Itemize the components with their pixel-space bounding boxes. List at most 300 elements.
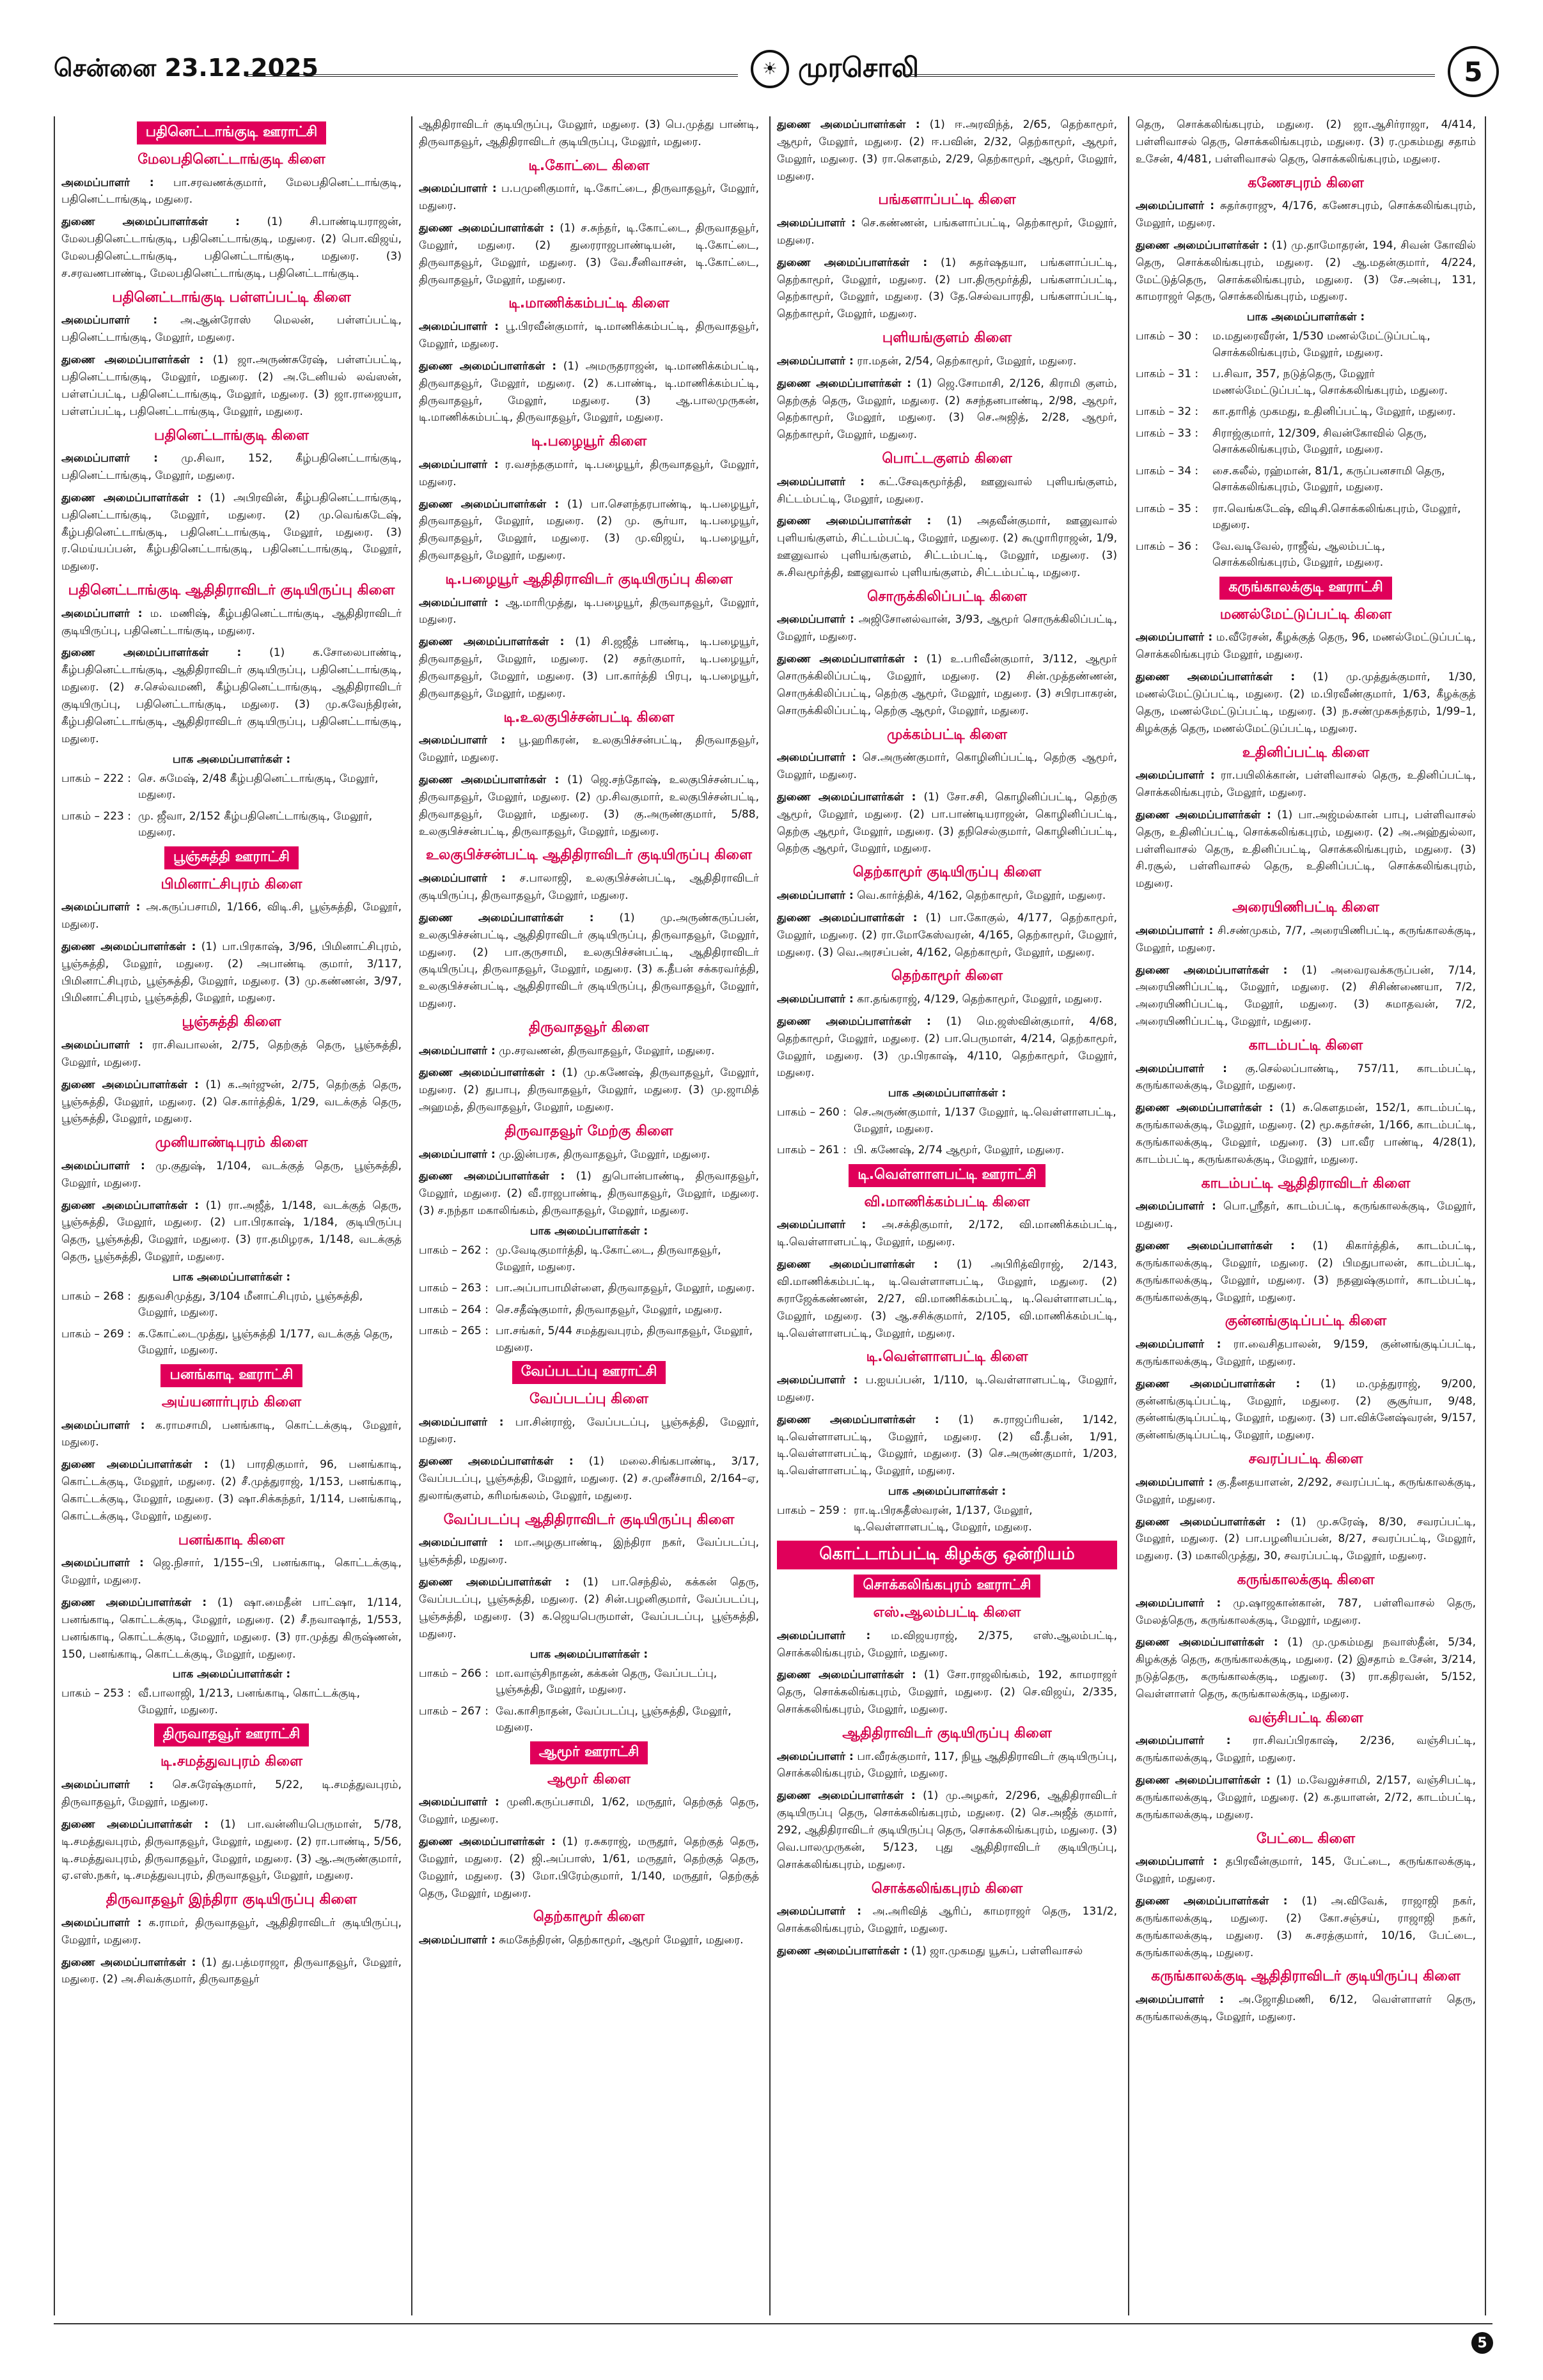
entry-label: துணை அமைப்பாளர்கள் : — [777, 1668, 916, 1682]
entry-text: (1) சி.பாண்டியராஜன், மேலபதினெட்டாங்குடி, பதினெட்டாங்குடி, மதுரை. (2) பொ.விஜய், மேலபதினெட்டாங்குடி, பதினெட்டாங்குடி, மதுரை. (3) ச.சரவணபாண்டி, மேலபதினெட்டாங்குடி, பதினெட்டாங்குடி. — [61, 215, 402, 280]
organizer-entry — [61, 1555, 402, 1589]
deputy-organizers-entry — [419, 358, 759, 426]
branch-heading: காடம்பட்டி கிளை — [1248, 1037, 1363, 1054]
entry-text: ச.பாலாஜி, உலகுபிச்சன்பட்டி, ஆதிதிராவிடர் குடியிருப்பு, திருவாதவூர், மேலூர், மதுரை. — [419, 872, 759, 902]
union-heading — [61, 846, 402, 869]
organizer-entry — [61, 899, 402, 933]
deputy-organizers-entry — [61, 1594, 402, 1663]
entry-label: அமைப்பாளர் : — [61, 1557, 144, 1570]
entry-text: ம.விஜயராஜ், 2/375, எஸ்.ஆலம்பட்டி, சொக்கலிங்கபுரம், மேலூர், மதுரை. — [777, 1629, 1117, 1660]
part-number: பாகம் – 30 : — [1136, 330, 1199, 343]
deputy-organizers-entry — [1136, 1238, 1476, 1306]
masthead — [54, 50, 1492, 101]
branch-heading: முனியாண்டிபுரம் கிளை — [155, 1135, 308, 1151]
part-organizer-row — [777, 1503, 1117, 1536]
entry-text: சுமகேந்திரன், தெற்காமூர், ஆமூர் மேலூர், மதுரை. — [499, 1933, 744, 1947]
entry-label: அமைப்பாளர் : — [1136, 199, 1215, 213]
deputy-organizers-entry — [1136, 1376, 1476, 1444]
part-organizer-name: செ.அருண்குமார், 1/137 மேலூர், டி.வெள்ளாளபட்டி, மேலூர், மதுரை. — [854, 1106, 1116, 1135]
part-number: பாகம் – 222 : — [61, 772, 131, 785]
branch-heading: பதினெட்டாங்குடி கிளை — [154, 427, 309, 444]
entry-text: அ.ஆன்ரோஸ் மெலன், பள்ளப்பட்டி, பதினெட்டாங்குடி, மேலூர், மதுரை. — [61, 314, 402, 345]
entry-label: துணை அமைப்பாளர்கள் : — [1136, 963, 1288, 977]
branch-heading: தெற்காமூர் கிளை — [533, 1909, 645, 1925]
branch-heading: அரையிணிபட்டி கிளை — [1232, 899, 1379, 916]
entry-text: (1) பா.செளந்தரபாண்டி, டி.பழையூர், திருவாதவூர், மேலூர், மதுரை. (2) மு. சூர்யா, டி.பழையூர், திருவாதவூர், மேலூர், மதுரை. (3) மு.விஜய், டி.பழையூர், திருவாதவூர், மேலூர், மதுரை. — [419, 497, 759, 563]
entry-text: ரா.சிவப்பிரகாஷ், 2/236, வஞ்சிபட்டி, கருங்காலக்குடி, மேலூர், மதுரை. — [1136, 1734, 1476, 1765]
branch-heading: பதினெட்டாங்குடி பள்ளப்பட்டி கிளை — [112, 289, 351, 306]
entry-label: துணை அமைப்பாளர்கள் : — [61, 354, 204, 367]
union-heading — [61, 121, 402, 144]
entry-label: அமைப்பாளர் : — [777, 1218, 866, 1232]
branch-heading: கருங்காலக்குடி ஆதிதிராவிடர் குடியிருப்பு கிளை — [1151, 1968, 1461, 1985]
branch-heading: பிமினாட்சிபுரம் கிளை — [161, 876, 302, 892]
deputy-organizers-entry — [419, 634, 759, 702]
entry-label: அமைப்பாளர் : — [61, 607, 143, 620]
entry-label: அமைப்பாளர் : — [61, 1159, 145, 1172]
organizer-entry — [777, 991, 1117, 1008]
branch-heading: வஞ்சிபட்டி கிளை — [1248, 1709, 1363, 1726]
organizer-entry — [61, 1915, 402, 1949]
entry-label: துணை அமைப்பாளர்கள் : — [61, 646, 242, 660]
deputy-organizers-entry — [419, 910, 759, 1013]
entry-label: துணை அமைப்பாளர்கள் : — [419, 222, 554, 235]
organizer-entry — [1136, 1061, 1476, 1095]
masthead-rule-right — [904, 74, 1435, 77]
part-number: பாகம் – 262 : — [419, 1244, 489, 1257]
deputy-organizers-entry — [1136, 1634, 1476, 1702]
entry-text: ரா.பயிலிக்கான், பள்ளிவாசல் தெரு, உதினிப்பட்டி, சொக்கலிங்கபுரம், மேலூர், மதுரை. — [1136, 769, 1476, 800]
part-number: பாகம் – 223 : — [61, 809, 131, 823]
entry-label: அமைப்பாளர் : — [419, 1044, 496, 1057]
rising-sun-logo-icon: ☀ — [751, 50, 789, 88]
entry-text: அஜிசோனல்வான், 3/93, ஆமூர் சொருக்கிலிப்பட்டி, மேலூர், மதுரை. — [777, 613, 1117, 644]
organizer-entry — [419, 595, 759, 629]
column-4 — [1136, 116, 1476, 2315]
deputy-organizers-entry — [419, 1574, 759, 1642]
part-organizer-row — [1136, 329, 1476, 361]
entry-label: துணை அமைப்பாளர்கள் : — [1136, 1101, 1274, 1115]
organizer-entry — [1136, 1198, 1476, 1233]
deputy-organizers-entry — [777, 116, 1117, 185]
part-organizer-name: ரா.வெங்கடேஷ், விடிசி.சொக்கலிங்கபுரம், மேலூர், மதுரை. — [1212, 502, 1461, 532]
entry-label: அமைப்பாளர் : — [777, 1905, 862, 1918]
entry-text: முனி.கருப்பசாமி, 1/62, மருதூர், தெற்குத் தெரு, மேலூர், மதுரை. — [419, 1796, 759, 1826]
entry-label: துணை அமைப்பாளர்கள் : — [777, 118, 920, 131]
organizer-entry — [419, 180, 759, 215]
entry-text: (1) ஈ.அரவிந்த், 2/65, தெற்காமூர், ஆமூர், மேலூர், மதுரை. (2) ஈ.பவின், 2/32, தெற்காமூர், ஆமூர், மேலூர், மதுரை. (3) ரா.கௌதம், 2/29, தெற்காமூர், ஆமூர், மேலூர், மதுரை. — [777, 118, 1117, 183]
part-organizer-row — [777, 1142, 1117, 1159]
deputy-organizers-entry — [777, 1412, 1117, 1480]
organizer-entry — [1136, 767, 1476, 802]
branch-heading: ஆதிதிராவிடர் குடியிருப்பு கிளை — [842, 1725, 1052, 1741]
entry-text: (1) அமருதராஜன், டி.மாணிக்கம்பட்டி, திருவாதவூர், மேலூர், மதுரை. (2) க.பாண்டி, டி.மாணிக்கம்பட்டி, திருவாதவூர், மேலூர், மதுரை. (3) ஆ.பாலமுருகன், டி.மாணிக்கம்பட்டி, திருவாதவூர், மேலூர், மதுரை. — [419, 359, 759, 424]
entry-text: (1) கிகார்த்திக், காடம்பட்டி, கருங்காலக்குடி, மேலூர், மதுரை. (2) பிமதுபாலன், காடம்பட்டி, கருங்காலக்குடி, மேலூர், மதுரை. (3) நதனுஷ்குமார், காடம்பட்டி, கருங்காலக்குடி, மேலூர், மதுரை. — [1136, 1240, 1476, 1304]
organizer-entry — [61, 605, 402, 640]
entry-text: (1) மெ.ஜஸ்வின்குமார், 4/68, தெற்காமூர், மேலூர், மதுரை. (2) பா.பெருமாள், 4/214, தெற்காமூர், மேலூர், மதுரை. (3) மு.பிரகாஷ், 4/110, தெற்காமூர், மேலூர், மதுரை. — [777, 1015, 1117, 1080]
deputy-organizers-entry — [777, 254, 1117, 323]
deputy-organizers-entry — [1136, 1100, 1476, 1168]
dateline: சென்னை 23.12.2025 — [54, 54, 318, 82]
entry-label: துணை அமைப்பாளர்கள் : — [61, 940, 196, 953]
entry-label: அமைப்பாளர் : — [61, 314, 158, 327]
entry-label: துணை அமைப்பாளர்கள் : — [1136, 1774, 1271, 1787]
entry-label: துணை அமைப்பாளர்கள் : — [1136, 238, 1268, 252]
part-organizer-name: சிராஜ்குமார், 12/309, சிவன்கோவில் தெரு, சொக்கலிங்கபுரம், மேலூர், மதுரை. — [1212, 426, 1427, 456]
entry-text: (1) பாரதிகுமார், 96, பனங்காடி, கொட்டக்குடி, மேலூர், மதுரை. (2) சீ.முத்துராஜ், 1/153, பனங்காடி, கொட்டக்குடி, மேலூர், மதுரை. (3) ஷா.சிக்கந்தர், 1/114, பனங்காடி, கொட்டக்குடி, மேலூர், மதுரை. — [61, 1458, 402, 1523]
entry-label: துணை அமைப்பாளர்கள் : — [1136, 1895, 1288, 1908]
organizer-entry — [1136, 922, 1476, 957]
entry-label: துணை அமைப்பாளர்கள் : — [419, 635, 565, 649]
entry-text: (1) மு.கணேஷ், திருவாதவூர், மேலூர், மதுரை. (2) துபாபு, திருவாதவூர், மேலூர், மதுரை. (3) மு.ஜாமித் அஹமத், திருவாதவூர், மேலூர், மதுரை. — [419, 1066, 759, 1114]
entry-label: அமைப்பாளர் : — [419, 1147, 496, 1161]
part-organizer-name: ம.மதுரைவீரன், 1/530 மணல்மேட்டுப்பட்டி, சொக்கலிங்கபுரம், மேலூர், மதுரை. — [1212, 330, 1430, 359]
entry-text: (1) அவைரவக்கருப்பன், 7/14, அரையிணிப்பட்டி, மேலூர், மதுரை. (2) சிசிண்ணையா, 7/2, அரையிணிப்பட்டி, மேலூர், மதுரை. (3) சுமாதவன், 7/2, அரையிணிப்பட்டி, மேலூர், மதுரை. — [1136, 963, 1476, 1029]
organizer-entry — [419, 1043, 759, 1060]
part-number: பாகம் – 267 : — [419, 1704, 489, 1718]
part-number: பாகம் – 33 : — [1136, 426, 1199, 440]
branch-heading: பங்களாப்பட்டி கிளை — [878, 192, 1016, 208]
entry-label: அமைப்பாளர் : — [1136, 631, 1213, 644]
part-organizer-row — [419, 1666, 759, 1699]
entry-label: அமைப்பாளர் : — [419, 596, 499, 609]
deputy-organizers-entry — [419, 496, 759, 564]
entry-label: அமைப்பாளர் : — [777, 613, 855, 626]
deputy-organizers-entry — [777, 651, 1117, 719]
branch-heading: பேட்டை கிளை — [1256, 1830, 1356, 1847]
entry-label: அமைப்பாளர் : — [1136, 769, 1215, 782]
deputy-organizers-entry — [777, 789, 1117, 857]
continued-text: தெரு, சொக்கலிங்கபுரம், மதுரை. (2) ஜா.ஆசிர்ராஜா, 4/414, பள்ளிவாசல் தெரு, சொக்கலிங்கபுரம், மதுரை. (3) ர.முகம்மது சதாம் உசேன், 4/481, பள்ளிவாசல் தெரு, சொக்கலிங்கபுரம், மதுரை. — [1136, 118, 1476, 166]
part-number: பாகம் – 268 : — [61, 1289, 131, 1303]
union-heading-label: திருவாதவூர் ஊராட்சி — [154, 1723, 309, 1746]
union-heading-label: பனங்காடி ஊராட்சி — [161, 1364, 302, 1387]
entry-text: ஆ.மாரிமுத்து, டி.பழையூர், திருவாதவூர், மேலூர், மதுரை. — [419, 596, 759, 626]
entry-label: துணை அமைப்பாளர்கள் : — [61, 1458, 208, 1472]
entry-label: அமைப்பாளர் : — [777, 1629, 871, 1642]
part-organizers-heading: பாக அமைப்பாளர்கள் : — [172, 752, 291, 766]
column-3 — [777, 116, 1117, 2315]
entry-text: வெ.கார்த்திக், 4/162, தெற்காமூர், மேலூர், மதுரை. — [857, 889, 1106, 902]
organizer-entry — [419, 1932, 759, 1949]
entry-label: துணை அமைப்பாளர்கள் : — [61, 491, 202, 504]
entry-text: கா.தங்கராஜ், 4/129, தெற்காமூர், மேலூர், மதுரை. — [857, 992, 1102, 1006]
entry-label: அமைப்பாளர் : — [1136, 1993, 1224, 2007]
organizer-entry — [777, 1903, 1117, 1938]
deputy-organizers-entry — [777, 513, 1117, 581]
branch-heading: புளியங்குளம் கிளை — [882, 330, 1012, 346]
organizer-entry — [419, 318, 759, 353]
entry-label: துணை அமைப்பாளர்கள் : — [777, 911, 918, 924]
branch-heading: வி.மாணிக்கம்பட்டி கிளை — [864, 1194, 1030, 1210]
deputy-organizers-entry — [61, 1197, 402, 1266]
organizer-entry — [777, 474, 1117, 508]
entry-text: (1) உ.பரிவீன்குமார், 3/112, ஆமூர் சொருக்கிலிப்பட்டி, மேலூர், மதுரை. (2) சின்.முத்தண்ணன், சொருக்கிலிப்பட்டி, தெற்கு ஆமூர், மேலூர், மதுரை. (3) சபிரபாகரன், சொருக்கிலிப்பட்டி, தெற்கு ஆமூர், மேலூர், மதுரை. — [777, 653, 1117, 717]
entry-label: அமைப்பாளர் : — [777, 751, 856, 765]
entry-text: ரா.வைசிதபாலன், 9/159, குன்னங்குடிப்பட்டி, கருங்காலக்குடி, மேலூர், மதுரை. — [1136, 1338, 1476, 1368]
union-heading-label: பூஞ்சுத்தி ஊராட்சி — [164, 846, 299, 869]
entry-text: (1) ம.வேலுச்சாமி, 2/157, வஞ்சிபட்டி, கருங்காலக்குடி, மேலூர், மதுரை. (2) க.தயாளன், 2/72, காடம்பட்டி, கருங்காலக்குடி, மதுரை. — [1136, 1774, 1476, 1821]
deputy-organizers-entry — [777, 1787, 1117, 1873]
entry-label: அமைப்பாளர் : — [777, 992, 854, 1006]
entry-text: அ.அரிவித் ஆரிப், காமராஜர் தெரு, 131/2, சொக்கலிங்கபுரம், மேலூர், மதுரை. — [777, 1905, 1117, 1936]
footer-page-number: 5 — [1471, 2332, 1493, 2354]
entry-text: (1) சுதர்ஷதயா, பங்களாப்பட்டி, தெற்காமூர், மேலூர், மதுரை. (2) பா.திருமூர்த்தி, பங்களாப்பட்டி, தெற்காமூர், மேலூர், மதுரை. (3) தே.செல்வபாரதி, பங்களாப்பட்டி, தெற்காமூர், மேலூர், மதுரை. — [777, 256, 1117, 321]
entry-text: (1) மு.அழகர், 2/296, ஆதிதிராவிடர் குடியிருப்பு தெரு, சொக்கலிங்கபுரம், மதுரை. (2) செ.அஜீத் குமார், 292, ஆதிதிராவிடர் குடியிருப்பு தெரு, சொக்கலிங்கபுரம், மதுரை. (3) வெ.பாலமுருகன், 5/123, புது ஆதிதிராவிடர் குடியிருப்பு, சொக்கலிங்கபுரம், மதுரை. — [777, 1789, 1117, 1871]
entry-label: துணை அமைப்பாளர்கள் : — [1136, 1377, 1301, 1390]
part-organizer-row — [1136, 366, 1476, 399]
organizer-entry — [1136, 1474, 1476, 1509]
entry-text: ப.பமுனிகுமார், டி.கோட்டை, திருவாதவூர், மேலூர், மதுரை. — [419, 182, 759, 213]
entry-text: (1) மு.முகம்மது நவாஸ்தீன், 5/34, கிழக்குத் தெரு, கருங்காலக்குடி, மதுரை. (2) இசதாம் உசேன், 3/214, நடுத்தெரு, கருங்காலக்குடி, மதுரை. (3) ரா.கதிரவன், 5/152, வெள்ளாளர் தெரு, கருங்காலக்குடி, மதுரை. — [1136, 1636, 1476, 1700]
branch-heading: சவரப்பட்டி கிளை — [1248, 1451, 1363, 1468]
masthead-rule-left — [246, 74, 738, 77]
entry-text: (1) ஜெ.சந்தோஷ், உலகுபிச்சன்பட்டி, திருவாதவூர், மேலூர், மதுரை. (2) மு.சிவகுமார், உலகுபிச்சன்பட்டி, திருவாதவூர், மேலூர், மதுரை. (3) கு.அருண்குமார், 5/88, உலகுபிச்சன்பட்டி, திருவாதவூர், மேலூர், மதுரை. — [419, 774, 759, 838]
part-organizers-heading: பாக அமைப்பாளர்கள் : — [172, 1668, 291, 1681]
branch-heading: சொக்கலிங்கபுரம் கிளை — [871, 1880, 1023, 1897]
union-heading — [61, 1723, 402, 1746]
union-heading-label: கருங்காலக்குடி ஊராட்சி — [1219, 577, 1392, 600]
entry-label: துணை அமைப்பாளர்கள் : — [777, 515, 932, 528]
organizer-entry — [1136, 1595, 1476, 1629]
entry-text: பொ.ஸ்ரீதர், காடம்பட்டி, கருங்காலக்குடி, மேலூர், மதுரை. — [1136, 1200, 1476, 1231]
part-number: பாகம் – 36 : — [1136, 540, 1199, 553]
organizer-entry — [1136, 1732, 1476, 1767]
part-organizer-name: பா.அப்பாபாமிள்ளை, திருவாதவூர், மேலூர், மதுரை. — [496, 1282, 755, 1295]
entry-label: துணை அமைப்பாளர்கள் : — [777, 256, 928, 269]
entry-label: அமைப்பாளர் : — [61, 901, 141, 914]
entry-label: அமைப்பாளர் : — [419, 1415, 504, 1429]
branch-heading: சொருக்கிலிப்பட்டி கிளை — [867, 588, 1027, 605]
part-organizers-heading: பாக அமைப்பாளர்கள் : — [529, 1225, 648, 1238]
entry-label: அமைப்பாளர் : — [777, 889, 854, 902]
column-2 — [419, 116, 759, 2315]
entry-text: அ.சக்திகுமார், 2/172, வி.மாணிக்கம்பட்டி, டி.வெள்ளாளபட்டி, மேலூர், மதுரை. — [777, 1218, 1117, 1249]
part-organizer-name: வே.வடிவேல், ராஜீவ், ஆலம்பட்டி, சொக்கலிங்கபுரம், மேலூர், மதுரை. — [1212, 540, 1386, 570]
entry-text: (1) அதவீன்குமார், ஊனுவால் புளியங்குளம், சிட்டம்பட்டி, மேலூர், மதுரை. (2) கூழுாரிராஜன், 1/9, ஊனுவால் புளியங்குளம், சிட்டம்பட்டி, மேலூர், மதுரை. (3) சு.சிவமூர்த்தி, ஊனுவால் புளியங்குளம், சிட்டம்பட்டி, மதுரை. — [777, 515, 1117, 579]
entry-text: பா.சின்ராஜ், வேப்படப்பு, பூஞ்சுத்தி, மேலூர், மதுரை. — [419, 1415, 759, 1446]
union-heading — [1136, 577, 1476, 600]
entry-label: துணை அமைப்பாளர்கள் : — [61, 1199, 200, 1212]
entry-text: பா.சரவணக்குமார், மேலபதினெட்டாங்குடி, பதினெட்டாங்குடி, மதுரை. — [61, 176, 402, 206]
part-organizer-name: பி. கணேஷ், 2/74 ஆமூர், மேலூர், மதுரை. — [854, 1144, 1065, 1157]
part-organizer-row — [61, 1326, 402, 1359]
column-divider — [411, 116, 412, 2315]
branch-heading: திருவாதவூர் கிளை — [529, 1019, 649, 1036]
branch-heading: டி.மாணிக்கம்பட்டி கிளை — [508, 295, 670, 312]
part-organizer-row — [419, 1323, 759, 1356]
union-heading-label: வேப்படப்பு ஊராட்சி — [512, 1361, 666, 1384]
part-organizer-row — [419, 1280, 759, 1297]
deputy-organizers-entry — [777, 375, 1117, 444]
part-organizers-heading: பாக அமைப்பாளர்கள் : — [1246, 311, 1365, 324]
entry-text: ரா.சிவபாலன், 2/75, தெற்குத் தெரு, பூஞ்சுத்தி, மேலூர், மதுரை. — [61, 1038, 402, 1069]
part-organizer-row — [419, 1243, 759, 1275]
part-organizer-row — [419, 1704, 759, 1736]
branch-heading: ஆமூர் கிளை — [547, 1771, 631, 1787]
entry-label: துணை அமைப்பாளர்கள் : — [419, 1835, 556, 1848]
entry-text: (1) மலை.சிங்கபாண்டி, 3/17, வேப்படப்பு, பூஞ்சுத்தி, மேலூர், மதுரை. (2) ச.முனீச்சாமி, 2/164–ஏ, துலாங்குளம், கரிமங்கலம், மேலூர், மதுரை. — [419, 1455, 759, 1503]
branch-heading: திருவாதவூர் மேற்கு கிளை — [505, 1123, 673, 1139]
entry-text: க.ராமர், திருவாதவூர், ஆதிதிராவிடர் குடியிருப்பு, மேலூர், மதுரை. — [61, 1916, 402, 1947]
organizer-entry — [777, 1628, 1117, 1662]
part-organizers-heading: பாக அமைப்பாளர்கள் : — [529, 1647, 648, 1661]
part-number: பாகம் – 259 : — [777, 1504, 847, 1518]
entry-text: (1) ஜா.அருண்சுரேஷ், பள்ளப்பட்டி, பதினெட்டாங்குடி, மேலூர், மதுரை. (2) அ.டேனியல் லவ்ஸன், பள்ளப்பட்டி, பதினெட்டாங்குடி, மேலூர், மதுரை. (3) ஜா.ராஜையா, பள்ளப்பட்டி, பதினெட்டாங்குடி, மேலூர், மதுரை. — [61, 354, 402, 418]
deputy-organizers-entry — [777, 1013, 1117, 1082]
union-heading — [419, 1741, 759, 1764]
branch-heading: தெற்காமூர் குடியிருப்பு கிளை — [852, 864, 1042, 881]
entry-text: மு.குதுஷ், 1/104, வடக்குத் தெரு, பூஞ்சுத்தி, மேலூர், மதுரை. — [61, 1159, 402, 1190]
entry-text: (1) ச.சுந்தர், டி.கோட்டை, திருவாதவூர், மேலூர், மதுரை. (2) துரைராஜபாண்டியன், டி.கோட்டை, திருவாதவூர், மேலூர், மதுரை. (3) வே.சீனிவாசன், டி.கோட்டை, திருவாதவூர், மேலூர், மதுரை. — [419, 222, 759, 286]
entry-text: (1) அ.விவேக், ராஜாஜி நகர், கருங்காலக்குடி, மதுரை. (2) கோ.சஞ்சய், ராஜாஜி நகர், கருங்காலக்குடி, மதுரை. (3) சு.சரத்குமார், 10/16, பேட்டை, கருங்காலக்குடி, மதுரை. — [1136, 1895, 1476, 1959]
organizer-entry — [61, 1037, 402, 1071]
entry-text: (1) பா.வன்னியபெருமாள், 5/78, டி.சமத்துவபுரம், திருவாதவூர், மேலூர், மதுரை. (2) ரா.பாண்டி, 5/56, டி.சமத்துவபுரம், திருவாதவூர், மேலூர், மதுரை. (3) ஆ.அருண்குமார், ஏ.எஸ்.நகர், டி.சமத்துவபுரம், திருவாதவூர், மேலூர், மதுரை. — [61, 1817, 402, 1883]
entry-text: (1) பா.பிரகாஷ், 3/96, பிமினாட்சிபுரம், பூஞ்சுத்தி, மேலூர், மதுரை. (2) அபாண்டி குமார், 3/117, பிமினாட்சிபுரம், பூஞ்சுத்தி, மேலூர், மதுரை. (3) மு.கண்ணன், 3/97, பிமினாட்சிபுரம், பூஞ்சுத்தி, மேலூர், மதுரை. — [61, 940, 402, 1005]
branch-heading: டி.கோட்டை கிளை — [528, 157, 650, 174]
part-organizer-name: சை.கலீல், ரஹ்மான், 81/1, கருப்பனசாமி தெரு, சொக்கலிங்கபுரம், மேலூர், மதுரை. — [1212, 464, 1445, 494]
part-organizer-name: பா.சங்கர், 5/44 சமத்துவபுரம், திருவாதவூர், மேலூர், மதுரை. — [496, 1325, 753, 1354]
entry-text: (1) து.பத்மராஜா, திருவாதவூர், மேலூர், மதுரை. (2) அ.சிவக்குமார், திருவாதவூர் — [61, 1956, 402, 1986]
part-organizer-name: வீ.பாலாஜி, 1/213, பனங்காடி, கொட்டக்குடி, மேலூர், மதுரை. — [138, 1687, 361, 1716]
entry-label: துணை அமைப்பாளர்கள் : — [1136, 1515, 1281, 1528]
organizer-entry — [777, 1372, 1117, 1406]
entry-text: (1) அபிரித்விராஜ், 2/143, வி.மாணிக்கம்பட்டி, டி.வெள்ளாளபட்டி, மேலூர், மதுரை. (2) சுராஜேக்கண்ணன், 2/27, வி.மாணிக்கம்பட்டி, டி.வெள்ளாளபட்டி, மேலூர், மதுரை. (3) ஆ.சசிக்குமார், 2/105, வி.மாணிக்கம்பட்டி, டி.வெள்ளாளபட்டி, மேலூர், மதுரை. — [777, 1258, 1117, 1340]
part-number: பாகம் – 264 : — [419, 1303, 489, 1316]
entry-text: தபிரவீன்குமார், 145, பேட்டை, கருங்காலக்குடி, மேலூர், மதுரை. — [1136, 1855, 1476, 1886]
entry-label: துணை அமைப்பாளர்கள் : — [419, 774, 560, 787]
branch-heading: டி.உலகுபிச்சன்பட்டி கிளை — [503, 709, 675, 726]
entry-label: துணை அமைப்பாளர்கள் : — [777, 1258, 938, 1272]
entry-label: அமைப்பாளர் : — [1136, 1338, 1221, 1351]
organizer-entry — [1136, 629, 1476, 664]
deputy-organizers-entry — [61, 1816, 402, 1885]
entry-text: (1) க.சோலைபாண்டி, கீழ்பதினெட்டாங்குடி, ஆதிதிராவிடர் குடியிருப்பு, பதினெட்டாங்குடி, மதுரை. (2) ச.செல்வமணி, கீழ்பதினெட்டாங்குடி, ஆதிதிராவிடர் குடியிருப்பு, பதினெட்டாங்குடி, மதுரை. (3) மு.சுவேந்திரன், கீழ்பதினெட்டாங்குடி, ஆதிதிராவிடர் குடியிருப்பு, பதினெட்டாங்குடி, மதுரை. — [61, 646, 402, 745]
part-number: பாகம் – 265 : — [419, 1325, 489, 1337]
branch-heading: வேப்படப்பு கிளை — [529, 1391, 649, 1407]
entry-text: (1) ஜெ.சோமாசி, 2/126, கிராமி குளம், தெற்குத் தெரு, மேலூர், மதுரை. (2) சுசந்தனபாண்டி, 2/98, ஆமூர், தெற்காமூர், மேலூர், மதுரை. (3) செ.அஜித், 2/28, ஆமூர், தெற்காமூர், மேலூர், மதுரை. — [777, 377, 1117, 442]
column-1 — [61, 116, 402, 2315]
part-number: பாகம் – 269 : — [61, 1327, 131, 1341]
entry-label: துணை அமைப்பாளர்கள் : — [419, 1170, 565, 1183]
entry-text: ரா.மதன், 2/54, தெற்காமூர், மேலூர், மதுரை. — [857, 354, 1077, 368]
column-divider — [1128, 116, 1129, 2315]
part-organizer-name: மு.வேடிகுமார்த்தி, டி.கோட்டை, திருவாதவூர், மேலூர், மதுரை. — [496, 1244, 721, 1273]
entry-text: அ.கருப்பசாமி, 1/166, விடி.சி, பூஞ்சுத்தி, மேலூர், மதுரை. — [61, 901, 402, 931]
entry-text: மு.சிவா, 152, கீழ்பதினெட்டாங்குடி, பதினெட்டாங்குடி, மேலூர், மதுரை. — [61, 452, 402, 482]
part-number: பாகம் – 266 : — [419, 1667, 489, 1680]
entry-label: துணை அமைப்பாளர்கள் : — [1136, 671, 1296, 684]
part-organizer-name: செ.சதீஷ்குமார், திருவாதவூர், மேலூர், மதுரை. — [496, 1303, 723, 1316]
entry-text: கட்.சேவுகமூர்த்தி, ஊனுவால் புளியங்குளம், சிட்டம்பட்டி, மேலூர், மதுரை. — [777, 475, 1117, 506]
part-number: பாகம் – 31 : — [1136, 368, 1199, 381]
union-heading — [419, 1361, 759, 1384]
organizer-entry — [419, 732, 759, 766]
part-number: பாகம் – 260 : — [777, 1106, 847, 1119]
deputy-organizers-entry — [1136, 237, 1476, 306]
entry-text: (1) சி.ஜஜீத் பாண்டி, டி.பழையூர், திருவாதவூர், மேலூர், மதுரை. (2) சதர்குமார், டி.பழையூர், திருவாதவூர், மேலூர், மதுரை. (3) பா.கார்த்தி பிரபு, டி.பழையூர், திருவாதவூர், மேலூர், மதுரை. — [419, 635, 759, 700]
entry-label: துணை அமைப்பாளர்கள் : — [777, 377, 912, 390]
entry-label: துணை அமைப்பாளர்கள் : — [777, 653, 918, 666]
organizer-entry — [61, 1158, 402, 1192]
deputy-organizers-entry — [61, 644, 402, 747]
entry-label: துணை அமைப்பாளர்கள் : — [1136, 808, 1271, 821]
entry-label: துணை அமைப்பாளர்கள் : — [419, 1576, 570, 1589]
entry-label: துணை அமைப்பாளர்கள் : — [61, 1956, 196, 1969]
branch-heading: பனங்காடி கிளை — [178, 1532, 285, 1548]
branch-heading: பொட்டகுளம் கிளை — [882, 451, 1012, 467]
entry-text: (1) க.அர்ஜுன், 2/75, தெற்குத் தெரு, பூஞ்சுத்தி, மேலூர், மதுரை. (2) செ.கார்த்திக், 1/29, வடக்குத் தெரு, பூஞ்சுத்தி, மேலூர், மதுரை. — [61, 1078, 402, 1126]
entry-text: சி.சண்முகம், 7/7, அரையிணிபட்டி, கருங்காலக்குடி, மேலூர், மதுரை. — [1136, 924, 1476, 954]
paper-name-block — [751, 50, 919, 88]
entry-label: அமைப்பாளர் : — [419, 320, 499, 334]
union-heading — [61, 1364, 402, 1387]
organizer-entry — [419, 456, 759, 491]
branch-heading: பதினெட்டாங்குடி ஆதிதிராவிடர் குடியிருப்பு கிளை — [68, 582, 395, 599]
branch-heading: மேலபதினெட்டாங்குடி கிளை — [137, 152, 325, 167]
entry-text: (1) ஜா.முகமது யூசுப், பள்ளிவாசல் — [911, 1944, 1083, 1957]
entry-text: க.ராமசாமி, பனங்காடி, கொட்டக்குடி, மேலூர், மதுரை. — [61, 1419, 402, 1449]
organizer-entry — [61, 1417, 402, 1452]
part-organizer-row — [1136, 404, 1476, 421]
part-organizer-row — [1136, 539, 1476, 572]
entry-text: ப.ஐயப்பன், 1/110, டி.வெள்ளாளபட்டி, மேலூர், மதுரை. — [777, 1373, 1117, 1404]
entry-text: கு.செல்லப்பாண்டி, 757/11, காடம்பட்டி, கருங்காலக்குடி, மேலூர், மதுரை. — [1136, 1062, 1476, 1093]
column-divider — [54, 116, 55, 2315]
entry-label: அமைப்பாளர் : — [419, 1796, 499, 1809]
deputy-organizers-entry — [419, 1453, 759, 1505]
organizer-entry — [61, 312, 402, 346]
entry-text: பூ.பிரவீன்குமார், டி.மாணிக்கம்பட்டி, திருவாதவூர், மேலூர், மதுரை. — [419, 320, 759, 350]
deputy-organizers-entry — [1136, 807, 1476, 892]
entry-text: சுதர்சுராஜு, 4/176, கணேசபுரம், சொக்கலிங்கபுரம், மேலூர், மதுரை. — [1136, 199, 1476, 230]
entry-label: அமைப்பாளர் : — [777, 354, 854, 368]
entry-text: மு.ஷாஜகான்கான், 787, பள்ளிவாசல் தெரு, மேலத்தெரு, கருங்காலக்குடி, மேலூர், மதுரை. — [1136, 1596, 1476, 1627]
part-organizer-name: கா.தாரித் முகமது, உதினிப்பட்டி, மேலூர், மதுரை. — [1212, 405, 1456, 419]
branch-heading: டி.பழையூர் ஆதிதிராவிடர் குடியிருப்பு கிளை — [445, 571, 733, 587]
part-organizer-name: செ. சுமேஷ், 2/48 கீழ்பதினெட்டாங்குடி, மேலூர், மதுரை. — [138, 772, 379, 802]
entry-label: அமைப்பாளர் : — [1136, 1734, 1231, 1748]
union-council-banner: கொட்டாம்பட்டி கிழக்கு ஒன்றியம் — [777, 1541, 1117, 1569]
organizer-entry — [61, 450, 402, 485]
column-divider — [1485, 116, 1486, 2315]
entry-label: அமைப்பாளர் : — [1136, 1062, 1227, 1075]
branch-heading: கணேசபுரம் கிளை — [1248, 175, 1364, 191]
organizer-entry — [1136, 1853, 1476, 1888]
entry-label: அமைப்பாளர் : — [419, 872, 506, 885]
deputy-organizers-entry — [419, 1168, 759, 1220]
entry-label: அமைப்பாளர் : — [61, 1419, 145, 1432]
organizer-entry — [777, 611, 1117, 646]
entry-label: அமைப்பாளர் : — [419, 734, 506, 747]
entry-label: துணை அமைப்பாளர்கள் : — [777, 1789, 916, 1803]
entry-label: துணை அமைப்பாளர்கள் : — [61, 215, 240, 229]
entry-text: மா.அழகுபாண்டி, இந்திரா நகர், வேப்படப்பு, பூஞ்சுத்தி, மதுரை. — [419, 1536, 759, 1567]
entry-label: துணை அமைப்பாளர்கள் : — [777, 1944, 908, 1957]
entry-text: அ.ஜோதிமணி, 6/12, வெள்ளாளர் தெரு, கருங்காலக்குடி, மேலூர், மதுரை. — [1136, 1993, 1476, 2023]
entry-text: (1) ர.சுகராஜ், மருதூர், தெற்குத் தெரு, மேலூர், மதுரை. (2) ஜி.அப்பாஸ், 1/61, மருதூர், தெற்குத் தெரு, மேலூர், மதுரை. (3) மோ.பிரேம்குமார், 1/140, மருதூர், தெற்குத் தெரு, மேலூர், மதுரை. — [419, 1835, 759, 1900]
part-organizer-name: துதவசிமுத்து, 3/104 மீனாட்சிபுரம், பூஞ்சுத்தி, மேலூர், மதுரை. — [138, 1289, 363, 1319]
entry-text: (1) பா.செந்தில், கக்கன் தெரு, வேப்படப்பு, பூஞ்சுத்தி, மதுரை. (2) சின்.பழனிகுமார், வேப்படப்பு, பூஞ்சுத்தி, மதுரை. (3) க.ஜெயபெருமாள், வேப்படப்பு, பூஞ்சுத்தி, மதுரை. — [419, 1576, 759, 1640]
entry-text: ர.வசந்தகுமார், டி.பழையூர், திருவாதவூர், மேலூர், மதுரை. — [419, 458, 759, 488]
entry-text: (1) சோ.சசி, கொழினிப்பட்டி, தெற்கு ஆமூர், மேலூர், மதுரை. (2) பா.பாண்டியராஜன், கொழினிப்பட்டி, தெற்கு ஆமூர், மேலூர், மதுரை. (3) தநிசெல்குமார், கொழினிப்பட்டி, தெற்கு ஆமூர், மேலூர், மதுரை. — [777, 790, 1117, 855]
deputy-organizers-entry — [419, 1064, 759, 1116]
part-organizer-row — [777, 1105, 1117, 1137]
deputy-organizers-entry — [61, 1077, 402, 1128]
entry-label: துணை அமைப்பாளர்கள் : — [419, 911, 594, 924]
deputy-organizers-entry — [777, 910, 1117, 961]
page-number-badge: 5 — [1448, 46, 1499, 97]
